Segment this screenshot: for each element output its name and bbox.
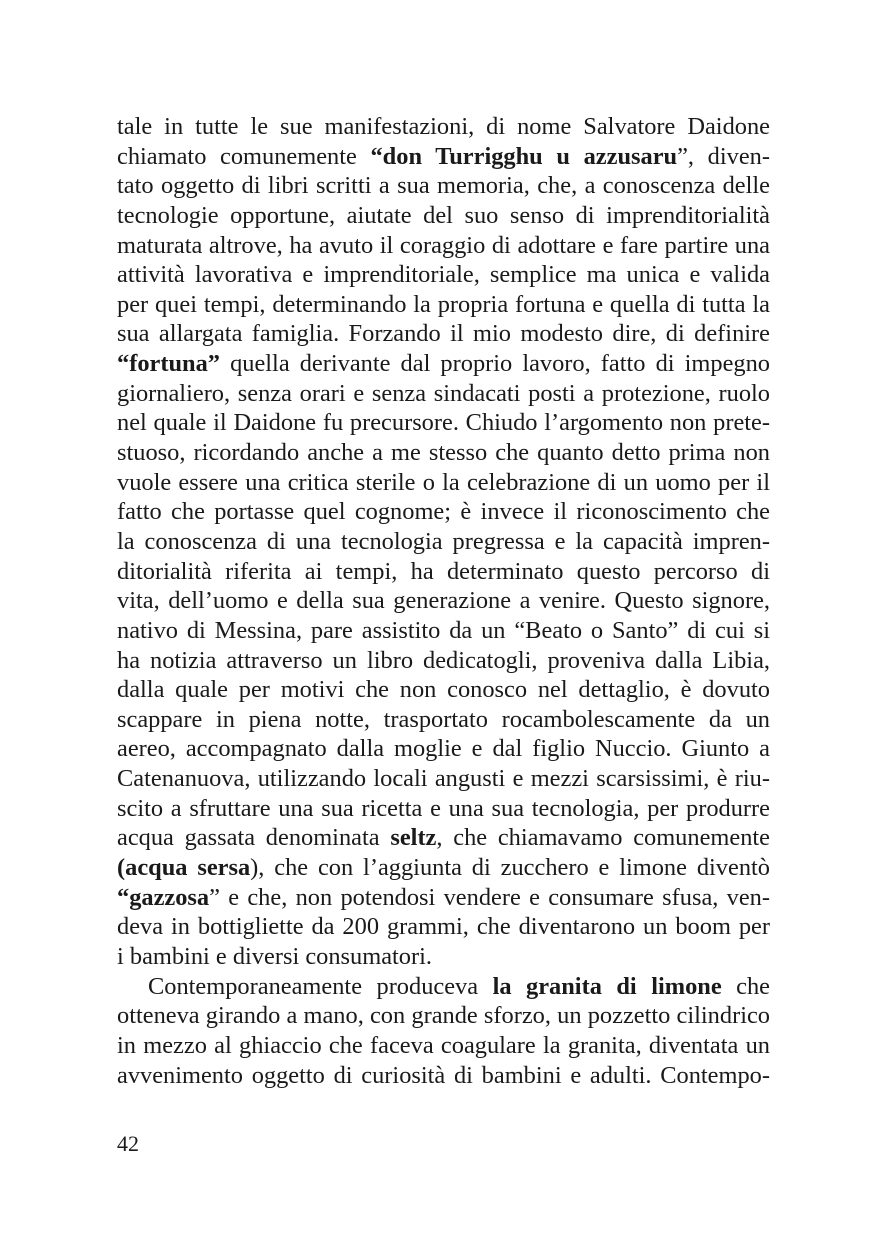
text-line: [117, 1031, 770, 1061]
text-run: acqua gassata denominata: [117, 824, 391, 852]
text-line: [117, 231, 770, 261]
text-line: [117, 1061, 770, 1091]
text-run: ), che con l’aggiunta di zucchero e limone diventò: [250, 854, 770, 882]
text-run: otteneva girando a mano, con grande sforzo, un pozzetto cilindrico: [117, 1002, 770, 1030]
text-run: ditorialità riferita ai tempi, ha determinato questo percorso di: [117, 557, 770, 585]
text-line: [117, 764, 770, 794]
text-run: , che chiamavamo comunemente: [436, 824, 770, 852]
text-line: [117, 438, 770, 468]
text-line: [117, 408, 770, 438]
bold-text: “don Turrigghu u azzusaru: [370, 142, 678, 170]
text-line: [117, 705, 770, 735]
text-line: [117, 883, 770, 913]
text-run: dalla quale per motivi che non conosco nel dettaglio, è dovuto: [117, 676, 770, 704]
text-run: che: [721, 972, 770, 1000]
text-run: ”, diven-: [677, 142, 770, 170]
text-run: scappare in piena notte, trasportato rocambolescamente da un: [117, 705, 770, 733]
text-run: giornaliero, senza orari e senza sindacati posti a protezione, ruolo: [117, 379, 770, 407]
text-line: [117, 675, 770, 705]
text-run: ” e che, non potendosi vendere e consumare sfusa, ven-: [209, 883, 770, 911]
text-run: avvenimento oggetto di curiosità di bambini e adulti. Contempo-: [117, 1061, 770, 1089]
text-line: [117, 557, 770, 587]
text-run: sua allargata famiglia. Forzando il mio modesto dire, di definire: [117, 320, 770, 348]
text-line: [117, 290, 770, 320]
text-line: [117, 794, 770, 824]
bold-text: (acqua sersa: [117, 854, 251, 882]
text-line: [117, 912, 770, 942]
text-run: nel quale il Daidone fu precursore. Chiudo l’argomento non prete-: [117, 409, 770, 437]
text-run: tecnologie opportune, aiutate del suo senso di imprenditorialità: [117, 201, 770, 229]
text-line: [117, 379, 770, 409]
text-line: [117, 468, 770, 498]
text-run: vuole essere una critica sterile o la celebrazione di un uomo per il: [117, 468, 770, 496]
text-line: [117, 616, 770, 646]
text-line: [117, 201, 770, 231]
text-line: [117, 142, 770, 172]
text-run: stuoso, ricordando anche a me stesso che quanto detto prima non: [117, 439, 770, 467]
text-run: nativo di Messina, pare assistito da un “Beato o Santo” di cui si: [117, 616, 770, 644]
text-line: [117, 112, 770, 142]
bold-text: “fortuna”: [117, 350, 220, 378]
text-line: [117, 586, 770, 616]
text-run: tale in tutte le sue manifestazioni, di nome Salvatore Daidone: [117, 113, 770, 140]
text-line: [117, 497, 770, 527]
text-line: [117, 349, 770, 379]
text-line: [117, 260, 770, 290]
text-run: Catenanuova, utilizzando locali angusti e mezzi scarsissimi, è riu-: [117, 765, 770, 793]
bold-text: “gazzosa: [117, 883, 210, 911]
text-line: [117, 171, 770, 201]
text-run: maturata altrove, ha avuto il coraggio di adottare e fare partire una: [117, 231, 770, 259]
text-run: i bambini e diversi consumatori.: [117, 942, 432, 970]
text-run: scito a sfruttare una sua ricetta e una sua tecnologia, per produrre: [117, 794, 770, 822]
text-run: fatto che portasse quel cognome; è invece il riconoscimento che: [117, 498, 770, 526]
text-run: Contemporaneamente produceva: [148, 972, 493, 1000]
text-run: chiamato comunemente: [117, 142, 371, 170]
text-line: [117, 1001, 770, 1031]
text-line: [117, 823, 770, 853]
text-line: [117, 319, 770, 349]
text-line: [117, 527, 770, 557]
bold-text: seltz: [390, 824, 437, 852]
text-run: ha notizia attraverso un libro dedicatogli, proveniva dalla Libia,: [117, 646, 770, 674]
text-line: [117, 646, 770, 676]
text-run: tato oggetto di libri scritti a sua memoria, che, a conoscenza delle: [117, 172, 770, 200]
body-text: [117, 112, 770, 1090]
page-number: 42: [117, 1131, 139, 1156]
text-line: [117, 972, 770, 1002]
text-run: vita, dell’uomo e della sua generazione a venire. Questo signore,: [117, 587, 770, 615]
text-run: la conoscenza di una tecnologia pregressa e la capacità impren-: [117, 527, 770, 555]
text-line: [117, 853, 770, 883]
text-run: aereo, accompagnato dalla moglie e dal figlio Nuccio. Giunto a: [117, 735, 770, 763]
text-run: per quei tempi, determinando la propria fortuna e quella di tutta la: [117, 290, 770, 318]
text-run: attività lavorativa e imprenditoriale, semplice ma unica e valida: [117, 261, 770, 289]
text-run: deva in bottigliette da 200 grammi, che diventarono un boom per: [117, 913, 770, 941]
text-run: quella derivante dal proprio lavoro, fatto di impegno: [219, 350, 770, 378]
text-line: [117, 734, 770, 764]
bold-text: la granita di limone: [492, 972, 722, 1000]
text-line: [117, 942, 770, 972]
text-run: in mezzo al ghiaccio che faceva coagulare la granita, diventata un: [117, 1031, 770, 1059]
